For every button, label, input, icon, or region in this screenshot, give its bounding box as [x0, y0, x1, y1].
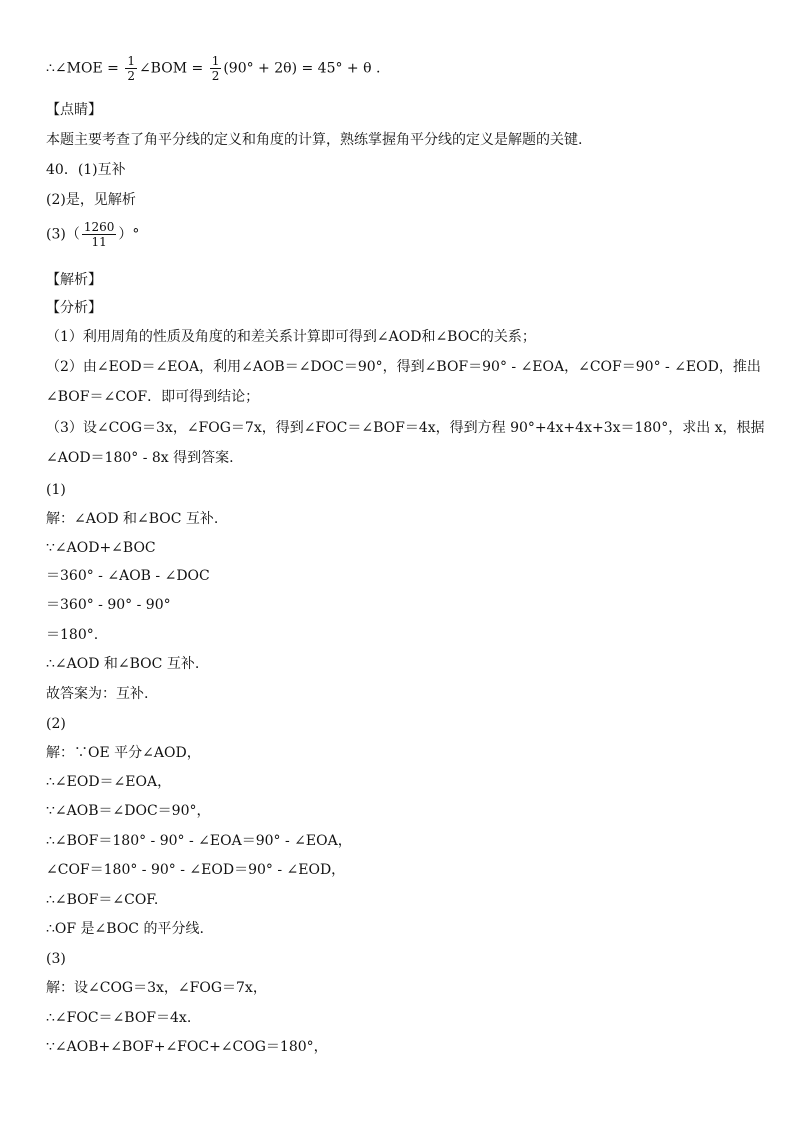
answer-3: (3)（ $\frac{1260}{11}$ ）°: [46, 220, 140, 249]
part-3-label: (3): [46, 951, 66, 967]
part-2-label: (2): [46, 716, 66, 732]
solution-line: ∠COF＝180° - 90° - ∠EOD＝90° - ∠EOD，: [46, 862, 346, 878]
analysis-line-5: ∠AOD＝180° - 8x 得到答案.: [46, 450, 234, 466]
solution-line: ∴∠AOD 和∠BOC 互补.: [46, 656, 200, 672]
section-heading-jiexi: 【解析】: [46, 272, 102, 288]
paragraph-summary: 本题主要考查了角平分线的定义和角度的计算，熟练掌握角平分线的定义是解题的关键.: [46, 132, 583, 148]
solution-line: ＝180°.: [46, 627, 99, 643]
solution-line: ∵∠AOB＝∠DOC＝90°，: [46, 803, 211, 819]
solution-line: 故答案为：互补.: [46, 686, 149, 702]
equation-moe: ∴∠MOE = $\frac{1}{2}$ ∠BOM = $\frac{1}{2}$ (90° + 2θ) = 45° + θ .: [46, 54, 381, 83]
analysis-line-1: （1）利用周角的性质及角度的和差关系计算即可得到∠AOD和∠BOC的关系；: [46, 329, 536, 345]
fraction-half-1: $\frac{1}{2}$: [127, 54, 135, 83]
analysis-line-4: （3）设∠COG＝3x，∠FOG＝7x，得到∠FOC＝∠BOF＝4x，得到方程 90°+4x+4x+3x＝180°，求出 x，根据: [46, 420, 765, 436]
analysis-line-3: ∠BOF＝∠COF．即可得到结论；: [46, 389, 260, 405]
solution-line: ∵∠AOB+∠BOF+∠FOC+∠COG＝180°，: [46, 1039, 328, 1055]
solution-line: 解：∠AOD 和∠BOC 互补.: [46, 511, 219, 527]
solution-line: ＝360° - ∠AOB - ∠DOC: [46, 568, 210, 584]
solution-line: 解：∵OE 平分∠AOD，: [46, 745, 201, 761]
fraction-1260-11: $\frac{1260}{11}$: [83, 220, 115, 249]
fraction-half-2: $\frac{1}{2}$: [211, 54, 220, 83]
section-heading-dianjing: 【点睛】: [46, 102, 102, 118]
solution-line: ∴∠BOF＝180° - 90° - ∠EOA＝90° - ∠EOA，: [46, 833, 352, 849]
answer-1: 40．(1)互补: [46, 162, 126, 178]
solution-line: ∴∠BOF＝∠COF.: [46, 892, 159, 908]
analysis-line-2: （2）由∠EOD＝∠EOA，利用∠AOB＝∠DOC＝90°，得到∠BOF＝90° - ∠EOA，∠COF＝90° - ∠EOD，推出: [46, 359, 761, 375]
solution-line: 解：设∠COG＝3x，∠FOG＝7x，: [46, 980, 267, 996]
solution-line: ∵∠AOD+∠BOC: [46, 540, 156, 556]
part-1-label: (1): [46, 482, 66, 498]
solution-line: ∴∠EOD＝∠EOA，: [46, 774, 172, 790]
section-heading-fenxi: 【分析】: [46, 300, 102, 316]
solution-line: ∴∠FOC＝∠BOF＝4x.: [46, 1010, 192, 1026]
solution-line: ＝360° - 90° - 90°: [46, 597, 171, 613]
solution-line: ∴OF 是∠BOC 的平分线.: [46, 921, 204, 937]
answer-2: (2)是，见解析: [46, 192, 136, 208]
